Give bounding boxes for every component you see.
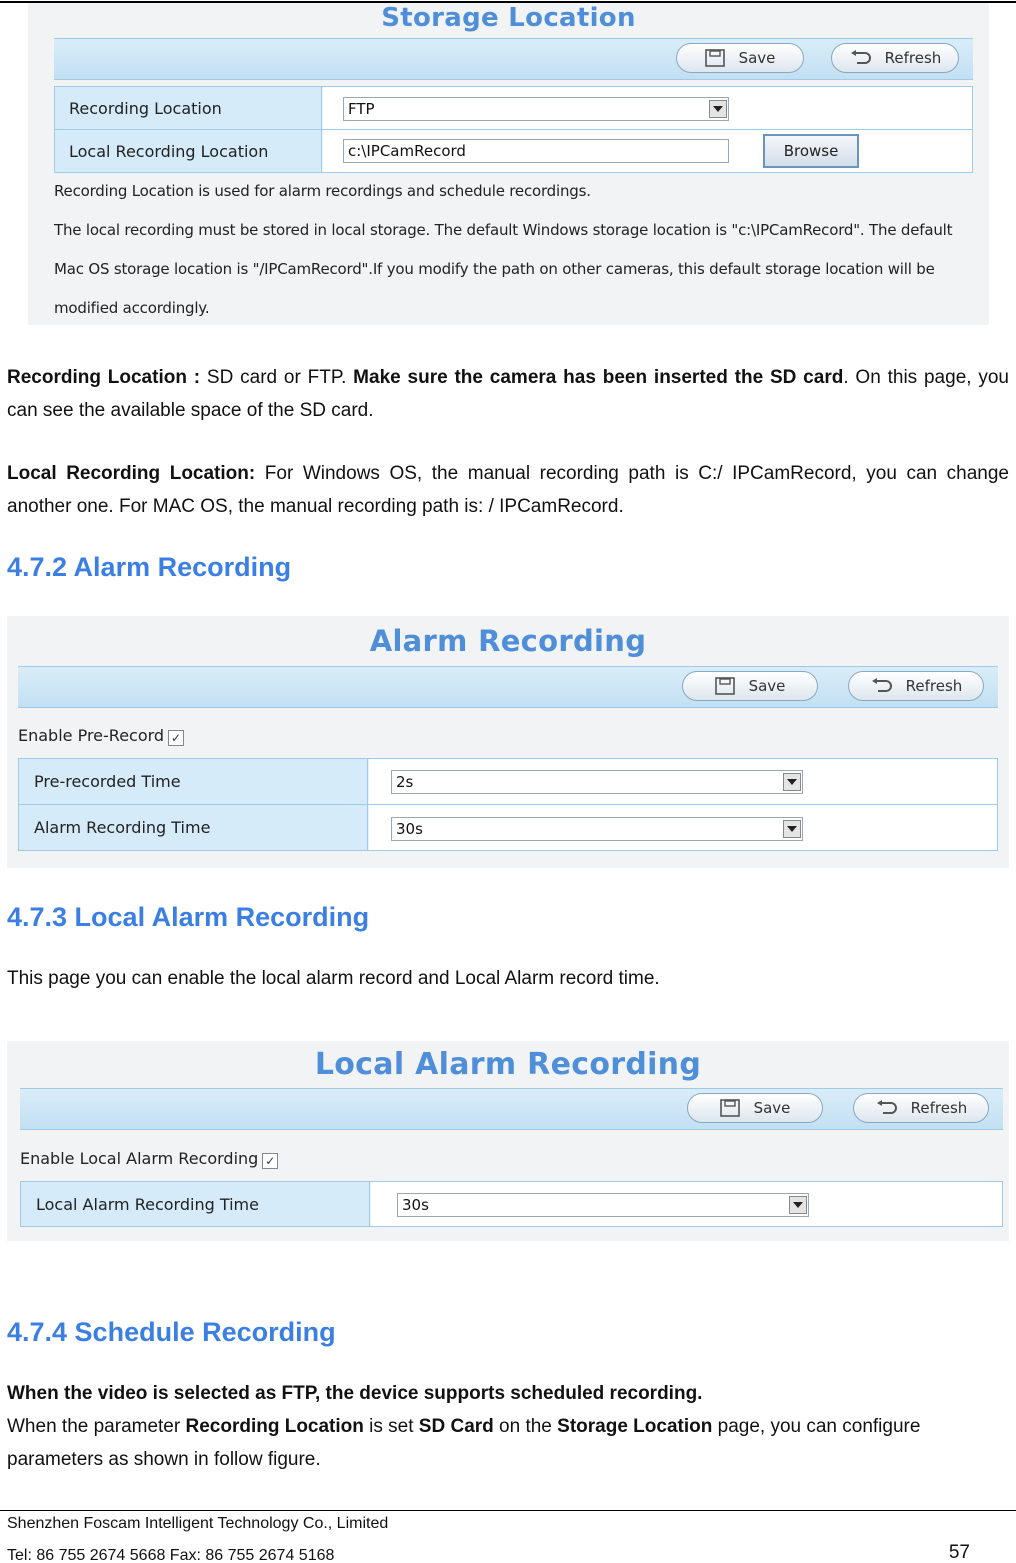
- save-icon: [705, 49, 725, 67]
- page-number: 57: [948, 1542, 970, 1563]
- local-recording-field: [323, 130, 972, 172]
- local-alarm-time-label: Local Alarm Recording Time: [21, 1182, 370, 1226]
- chevron-down-icon[interactable]: [783, 820, 801, 838]
- browse-button[interactable]: Browse: [763, 134, 859, 168]
- local-alarm-recording-panel: [7, 1041, 1009, 1241]
- save-button[interactable]: [676, 43, 804, 73]
- chevron-down-icon[interactable]: [789, 1196, 807, 1214]
- para-bold: Make sure the camera has been inserted the SD card: [353, 367, 844, 388]
- refresh-label: Refresh: [905, 677, 963, 695]
- para-text: on the: [493, 1416, 558, 1437]
- enable-pre-record-label: Enable Pre-Record: [18, 725, 165, 745]
- para-label: Local Recording Location:: [7, 463, 256, 484]
- local-alarm-time-value: 30s: [402, 1196, 429, 1214]
- pre-recorded-time-row: [18, 758, 998, 805]
- pre-recorded-time-select[interactable]: [391, 770, 803, 794]
- alarm-recording-time-label: Alarm Recording Time: [19, 805, 368, 850]
- heading-alarm-recording: 4.7.2 Alarm Recording: [7, 552, 292, 582]
- enable-local-alarm-checkbox[interactable]: ✓: [262, 1153, 278, 1169]
- local-alarm-paragraph: This page you can enable the local alarm record and Local Alarm record time.: [7, 968, 660, 989]
- para-text: When the parameter: [7, 1416, 186, 1437]
- para-label: Recording Location :: [7, 367, 201, 388]
- schedule-paragraph-line1: [7, 1377, 1009, 1410]
- recording-location-row: [54, 86, 973, 130]
- enable-pre-record-checkbox[interactable]: ✓: [168, 730, 184, 746]
- storage-note-4: modified accordingly.: [54, 299, 210, 317]
- para-text: page, you can configure parameters as shown in follow figure.: [7, 1416, 921, 1470]
- local-recording-row: [54, 129, 973, 173]
- pre-recorded-time-value: 2s: [396, 773, 414, 791]
- panel-title: Local Alarm Recording: [314, 1047, 702, 1082]
- local-alarm-time-field: [371, 1182, 1002, 1226]
- toolbar: [20, 1088, 1003, 1130]
- storage-note-2: The local recording must be stored in local storage. The default Windows storage location is "c:\IPCamRecord". The default: [54, 221, 953, 239]
- save-label: Save: [753, 1099, 791, 1117]
- para-bold: Storage Location: [557, 1416, 713, 1437]
- heading-local-alarm-recording: 4.7.3 Local Alarm Recording: [7, 902, 370, 932]
- alarm-recording-time-row: [18, 804, 998, 851]
- alarm-recording-panel: [7, 616, 1009, 868]
- save-icon: [715, 677, 735, 695]
- para-bold: SD Card: [418, 1416, 494, 1437]
- local-recording-paragraph: [7, 457, 1009, 523]
- pre-recorded-time-field: [369, 759, 997, 804]
- para-text: . On this page, you can see the available space of the SD card.: [7, 367, 1009, 421]
- chevron-down-icon[interactable]: [709, 100, 727, 118]
- local-recording-value: c:\IPCamRecord: [348, 142, 466, 160]
- enable-pre-record: [18, 724, 184, 746]
- refresh-label: Refresh: [884, 49, 942, 67]
- local-recording-label: Local Recording Location: [55, 130, 322, 172]
- schedule-paragraph: [7, 1410, 1009, 1476]
- para-text: SD card or FTP.: [200, 367, 354, 388]
- refresh-button[interactable]: [848, 671, 984, 701]
- storage-note-1: Recording Location is used for alarm recordings and schedule recordings.: [54, 182, 591, 200]
- local-recording-input[interactable]: [343, 139, 729, 163]
- save-icon: [720, 1099, 740, 1117]
- para-text: is set: [363, 1416, 419, 1437]
- recording-location-value: FTP: [348, 100, 375, 118]
- recording-location-field: [323, 87, 972, 129]
- refresh-icon: [875, 1100, 897, 1116]
- alarm-recording-time-field: [369, 805, 997, 850]
- schedule-bold-line: When the video is selected as FTP, the device supports scheduled recording.: [7, 1383, 703, 1404]
- enable-local-alarm-label: Enable Local Alarm Recording: [20, 1148, 259, 1168]
- storage-location-panel: [28, 3, 989, 325]
- refresh-icon: [870, 678, 892, 694]
- toolbar: [54, 38, 973, 80]
- save-button[interactable]: [687, 1093, 823, 1123]
- storage-note-3: Mac OS storage location is "/IPCamRecord".If you modify the path on other cameras, this default storage location will be: [54, 260, 935, 278]
- refresh-icon: [849, 50, 871, 66]
- local-alarm-time-select[interactable]: [397, 1193, 809, 1217]
- alarm-recording-time-value: 30s: [396, 820, 423, 838]
- toolbar: [18, 666, 998, 708]
- footer-company: Shenzhen Foscam Intelligent Technology Co., Limited: [7, 1515, 389, 1532]
- footer-rule: [0, 1510, 1016, 1511]
- para-text: For Windows OS, the manual recording path is C:/ IPCamRecord, you can change another one. For MAC OS, the manual recording path is: / IPCamRecord.: [7, 463, 1010, 517]
- recording-location-label: Recording Location: [55, 87, 322, 129]
- local-alarm-time-row: [20, 1181, 1003, 1227]
- recording-location-paragraph: [7, 361, 1009, 427]
- heading-schedule-recording: 4.7.4 Schedule Recording: [7, 1317, 336, 1347]
- panel-title: Alarm Recording: [369, 624, 647, 658]
- pre-recorded-time-label: Pre-recorded Time: [19, 759, 368, 804]
- save-label: Save: [738, 49, 776, 67]
- refresh-button[interactable]: [853, 1093, 989, 1123]
- para-bold: Recording Location: [185, 1416, 364, 1437]
- refresh-label: Refresh: [910, 1099, 968, 1117]
- refresh-button[interactable]: [831, 43, 959, 73]
- chevron-down-icon[interactable]: [783, 773, 801, 791]
- panel-title: Storage Location: [381, 3, 636, 33]
- enable-local-alarm-recording: [20, 1147, 278, 1169]
- footer-contact: Tel: 86 755 2674 5668 Fax: 86 755 2674 5168: [7, 1547, 335, 1563]
- alarm-recording-time-select[interactable]: [391, 817, 803, 841]
- recording-location-select[interactable]: [343, 97, 729, 121]
- save-label: Save: [748, 677, 786, 695]
- save-button[interactable]: [682, 671, 818, 701]
